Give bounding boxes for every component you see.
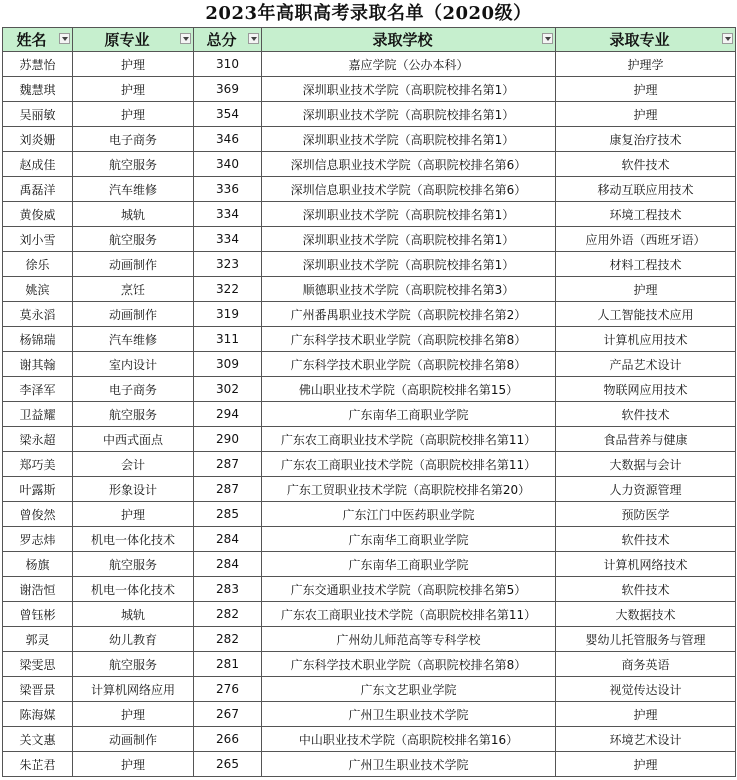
column-header-label: 总分 — [206, 31, 237, 49]
table-row — [3, 752, 736, 777]
cell-admitted-major[interactable]: 计算机网络技术 — [556, 552, 736, 577]
table-row — [3, 452, 736, 477]
cell-score[interactable]: 340 — [194, 152, 262, 177]
cell-original-major[interactable]: 城轨 — [73, 602, 194, 627]
filter-dropdown-icon[interactable] — [59, 33, 70, 44]
cell-name[interactable]: 魏慧琪 — [3, 77, 73, 102]
cell-admitted-major[interactable]: 护理 — [556, 702, 736, 727]
cell-original-major[interactable]: 航空服务 — [73, 152, 194, 177]
cell-original-major[interactable]: 动画制作 — [73, 252, 194, 277]
cell-score[interactable]: 290 — [194, 427, 262, 452]
cell-original-major[interactable]: 航空服务 — [73, 402, 194, 427]
cell-admitted-major[interactable]: 材料工程技术 — [556, 252, 736, 277]
table-row — [3, 627, 736, 652]
column-header-label: 姓名 — [16, 31, 47, 49]
table-row — [3, 277, 736, 302]
cell-name[interactable]: 叶露斯 — [3, 477, 73, 502]
cell-score[interactable]: 287 — [194, 452, 262, 477]
admission-table — [2, 27, 736, 777]
filter-dropdown-icon[interactable] — [722, 33, 733, 44]
cell-name[interactable]: 吴丽敏 — [3, 102, 73, 127]
cell-score[interactable]: 287 — [194, 477, 262, 502]
cell-school[interactable]: 佛山职业技术学院（高职院校排名第15） — [262, 377, 556, 402]
cell-original-major[interactable]: 会计 — [73, 452, 194, 477]
cell-score[interactable]: 309 — [194, 352, 262, 377]
cell-original-major[interactable]: 护理 — [73, 702, 194, 727]
cell-school[interactable]: 广东农工商职业技术学院（高职院校排名第11） — [262, 452, 556, 477]
cell-school[interactable]: 广州幼儿师范高等专科学校 — [262, 627, 556, 652]
cell-admitted-major[interactable]: 软件技术 — [556, 402, 736, 427]
cell-original-major[interactable]: 形象设计 — [73, 477, 194, 502]
column-header-label: 录取学校 — [372, 31, 433, 49]
cell-admitted-major[interactable]: 商务英语 — [556, 652, 736, 677]
column-header-label: 原专业 — [104, 31, 150, 49]
cell-admitted-major[interactable]: 护理 — [556, 77, 736, 102]
cell-name[interactable]: 刘小雪 — [3, 227, 73, 252]
cell-school[interactable]: 嘉应学院（公办本科） — [262, 52, 556, 77]
cell-admitted-major[interactable]: 人力资源管理 — [556, 477, 736, 502]
cell-score[interactable]: 284 — [194, 552, 262, 577]
table-row — [3, 702, 736, 727]
table-row — [3, 402, 736, 427]
cell-name[interactable]: 禹磊洋 — [3, 177, 73, 202]
table-row — [3, 652, 736, 677]
cell-admitted-major[interactable]: 护理学 — [556, 52, 736, 77]
cell-score[interactable]: 302 — [194, 377, 262, 402]
cell-name[interactable]: 梁雯思 — [3, 652, 73, 677]
cell-original-major[interactable]: 动画制作 — [73, 727, 194, 752]
cell-admitted-major[interactable]: 康复治疗技术 — [556, 127, 736, 152]
table-row — [3, 102, 736, 127]
column-header-major — [73, 28, 194, 52]
column-header-school — [262, 28, 556, 52]
table-row — [3, 577, 736, 602]
cell-school[interactable]: 广东交通职业技术学院（高职院校排名第5） — [262, 577, 556, 602]
cell-original-major[interactable]: 机电一体化技术 — [73, 577, 194, 602]
cell-original-major[interactable]: 护理 — [73, 102, 194, 127]
table-row — [3, 677, 736, 702]
column-header-label: 录取专业 — [609, 31, 670, 49]
table-row — [3, 502, 736, 527]
column-header-score — [194, 28, 262, 52]
cell-original-major[interactable]: 航空服务 — [73, 652, 194, 677]
cell-name[interactable]: 莫永滔 — [3, 302, 73, 327]
cell-name[interactable]: 李泽军 — [3, 377, 73, 402]
cell-school[interactable]: 广东南华工商职业学院 — [262, 552, 556, 577]
cell-admitted-major[interactable]: 护理 — [556, 752, 736, 777]
cell-admitted-major[interactable]: 食品营养与健康 — [556, 427, 736, 452]
cell-score[interactable]: 294 — [194, 402, 262, 427]
cell-school[interactable]: 顺德职业技术学院（高职院校排名第3） — [262, 277, 556, 302]
cell-admitted-major[interactable]: 计算机应用技术 — [556, 327, 736, 352]
cell-name[interactable]: 杨锦瑞 — [3, 327, 73, 352]
cell-original-major[interactable]: 电子商务 — [73, 127, 194, 152]
cell-name[interactable]: 曾俊然 — [3, 502, 73, 527]
table-row — [3, 252, 736, 277]
cell-school[interactable]: 广东科学技术职业学院（高职院校排名第8） — [262, 652, 556, 677]
cell-admitted-major[interactable]: 软件技术 — [556, 577, 736, 602]
cell-school[interactable]: 中山职业技术学院（高职院校排名第16） — [262, 727, 556, 752]
cell-school[interactable]: 深圳职业技术学院（高职院校排名第1） — [262, 127, 556, 152]
table-row — [3, 552, 736, 577]
filter-dropdown-icon[interactable] — [542, 33, 553, 44]
table-row — [3, 527, 736, 552]
table-row — [3, 602, 736, 627]
cell-score[interactable]: 354 — [194, 102, 262, 127]
cell-name[interactable]: 杨旗 — [3, 552, 73, 577]
cell-admitted-major[interactable]: 软件技术 — [556, 152, 736, 177]
cell-name[interactable]: 梁晋景 — [3, 677, 73, 702]
cell-score[interactable]: 334 — [194, 227, 262, 252]
cell-score[interactable]: 310 — [194, 52, 262, 77]
cell-admitted-major[interactable]: 婴幼儿托管服务与管理 — [556, 627, 736, 652]
column-header-admitted-major — [556, 28, 736, 52]
cell-school[interactable]: 深圳职业技术学院（高职院校排名第1） — [262, 227, 556, 252]
cell-admitted-major[interactable]: 产品艺术设计 — [556, 352, 736, 377]
cell-name[interactable]: 关文惠 — [3, 727, 73, 752]
cell-score[interactable]: 282 — [194, 627, 262, 652]
cell-original-major[interactable]: 护理 — [73, 752, 194, 777]
cell-school[interactable]: 深圳信息职业技术学院（高职院校排名第6） — [262, 152, 556, 177]
cell-original-major[interactable]: 护理 — [73, 502, 194, 527]
cell-score[interactable]: 322 — [194, 277, 262, 302]
cell-original-major[interactable]: 城轨 — [73, 202, 194, 227]
cell-name[interactable]: 梁永超 — [3, 427, 73, 452]
cell-school[interactable]: 广东农工商职业技术学院（高职院校排名第11） — [262, 427, 556, 452]
table-row — [3, 52, 736, 77]
table-row — [3, 377, 736, 402]
cell-school[interactable]: 深圳职业技术学院（高职院校排名第1） — [262, 102, 556, 127]
cell-score[interactable]: 283 — [194, 577, 262, 602]
cell-score[interactable]: 319 — [194, 302, 262, 327]
cell-original-major[interactable]: 电子商务 — [73, 377, 194, 402]
cell-name[interactable]: 赵成佳 — [3, 152, 73, 177]
cell-score[interactable]: 336 — [194, 177, 262, 202]
cell-admitted-major[interactable]: 环境工程技术 — [556, 202, 736, 227]
cell-score[interactable]: 285 — [194, 502, 262, 527]
cell-score[interactable]: 311 — [194, 327, 262, 352]
cell-original-major[interactable]: 计算机网络应用 — [73, 677, 194, 702]
cell-school[interactable]: 广东科学技术职业学院（高职院校排名第8） — [262, 352, 556, 377]
table-row — [3, 477, 736, 502]
table-row — [3, 127, 736, 152]
table-row — [3, 177, 736, 202]
cell-score[interactable]: 284 — [194, 527, 262, 552]
cell-score[interactable]: 281 — [194, 652, 262, 677]
table-row — [3, 352, 736, 377]
cell-name[interactable]: 姚滨 — [3, 277, 73, 302]
cell-score[interactable]: 267 — [194, 702, 262, 727]
cell-school[interactable]: 深圳职业技术学院（高职院校排名第1） — [262, 252, 556, 277]
cell-school[interactable]: 广东农工商职业技术学院（高职院校排名第11） — [262, 602, 556, 627]
cell-school[interactable]: 深圳职业技术学院（高职院校排名第1） — [262, 77, 556, 102]
cell-original-major[interactable]: 幼儿教育 — [73, 627, 194, 652]
cell-admitted-major[interactable]: 护理 — [556, 277, 736, 302]
cell-name[interactable]: 黄俊威 — [3, 202, 73, 227]
cell-original-major[interactable]: 动画制作 — [73, 302, 194, 327]
cell-admitted-major[interactable]: 视觉传达设计 — [556, 677, 736, 702]
column-header-name — [3, 28, 73, 52]
cell-name[interactable]: 徐乐 — [3, 252, 73, 277]
cell-name[interactable]: 郑巧美 — [3, 452, 73, 477]
cell-school[interactable]: 广州卫生职业技术学院 — [262, 702, 556, 727]
filter-dropdown-icon[interactable] — [180, 33, 191, 44]
cell-original-major[interactable]: 中西式面点 — [73, 427, 194, 452]
cell-score[interactable]: 282 — [194, 602, 262, 627]
cell-score[interactable]: 369 — [194, 77, 262, 102]
cell-original-major[interactable]: 室内设计 — [73, 352, 194, 377]
cell-score[interactable]: 276 — [194, 677, 262, 702]
cell-admitted-major[interactable]: 移动互联应用技术 — [556, 177, 736, 202]
cell-name[interactable]: 陈海媒 — [3, 702, 73, 727]
cell-name[interactable]: 苏慧怡 — [3, 52, 73, 77]
cell-admitted-major[interactable]: 大数据技术 — [556, 602, 736, 627]
header-row — [3, 28, 736, 52]
cell-admitted-major[interactable]: 人工智能技术应用 — [556, 302, 736, 327]
cell-name[interactable]: 曾钰彬 — [3, 602, 73, 627]
cell-school[interactable]: 广东工贸职业技术学院（高职院校排名第20） — [262, 477, 556, 502]
cell-name[interactable]: 卫益耀 — [3, 402, 73, 427]
cell-score[interactable]: 334 — [194, 202, 262, 227]
cell-admitted-major[interactable]: 大数据与会计 — [556, 452, 736, 477]
cell-school[interactable]: 深圳信息职业技术学院（高职院校排名第6） — [262, 177, 556, 202]
cell-original-major[interactable]: 航空服务 — [73, 227, 194, 252]
cell-name[interactable]: 谢浩恒 — [3, 577, 73, 602]
cell-score[interactable]: 266 — [194, 727, 262, 752]
cell-name[interactable]: 刘炎姗 — [3, 127, 73, 152]
table-row — [3, 77, 736, 102]
cell-admitted-major[interactable]: 护理 — [556, 102, 736, 127]
table-row — [3, 727, 736, 752]
cell-admitted-major[interactable]: 软件技术 — [556, 527, 736, 552]
cell-name[interactable]: 罗志炜 — [3, 527, 73, 552]
cell-school[interactable]: 广州卫生职业技术学院 — [262, 752, 556, 777]
cell-original-major[interactable]: 汽车维修 — [73, 177, 194, 202]
cell-score[interactable]: 346 — [194, 127, 262, 152]
cell-name[interactable]: 郭灵 — [3, 627, 73, 652]
table-row — [3, 227, 736, 252]
cell-score[interactable]: 323 — [194, 252, 262, 277]
sheet-title: 2023年高职高考录取名单（2020级） — [205, 3, 532, 24]
cell-school[interactable]: 广东江门中医药职业学院 — [262, 502, 556, 527]
cell-school[interactable]: 广东科学技术职业学院（高职院校排名第8） — [262, 327, 556, 352]
cell-school[interactable]: 广东文艺职业学院 — [262, 677, 556, 702]
cell-name[interactable]: 谢其翰 — [3, 352, 73, 377]
cell-admitted-major[interactable]: 应用外语（西班牙语） — [556, 227, 736, 252]
cell-original-major[interactable]: 烹饪 — [73, 277, 194, 302]
cell-admitted-major[interactable]: 物联网应用技术 — [556, 377, 736, 402]
table-row — [3, 327, 736, 352]
cell-admitted-major[interactable]: 预防医学 — [556, 502, 736, 527]
table-row — [3, 302, 736, 327]
cell-school[interactable]: 广东南华工商职业学院 — [262, 527, 556, 552]
cell-original-major[interactable]: 护理 — [73, 52, 194, 77]
cell-admitted-major[interactable]: 环境艺术设计 — [556, 727, 736, 752]
cell-score[interactable]: 265 — [194, 752, 262, 777]
filter-dropdown-icon[interactable] — [248, 33, 259, 44]
cell-original-major[interactable]: 机电一体化技术 — [73, 527, 194, 552]
table-body — [3, 52, 736, 777]
cell-original-major[interactable]: 护理 — [73, 77, 194, 102]
cell-original-major[interactable]: 汽车维修 — [73, 327, 194, 352]
cell-school[interactable]: 深圳职业技术学院（高职院校排名第1） — [262, 202, 556, 227]
table-row — [3, 152, 736, 177]
cell-school[interactable]: 广东南华工商职业学院 — [262, 402, 556, 427]
table-row — [3, 427, 736, 452]
table-row — [3, 202, 736, 227]
cell-name[interactable]: 朱芷君 — [3, 752, 73, 777]
cell-original-major[interactable]: 航空服务 — [73, 552, 194, 577]
cell-school[interactable]: 广州番禺职业技术学院（高职院校排名第2） — [262, 302, 556, 327]
